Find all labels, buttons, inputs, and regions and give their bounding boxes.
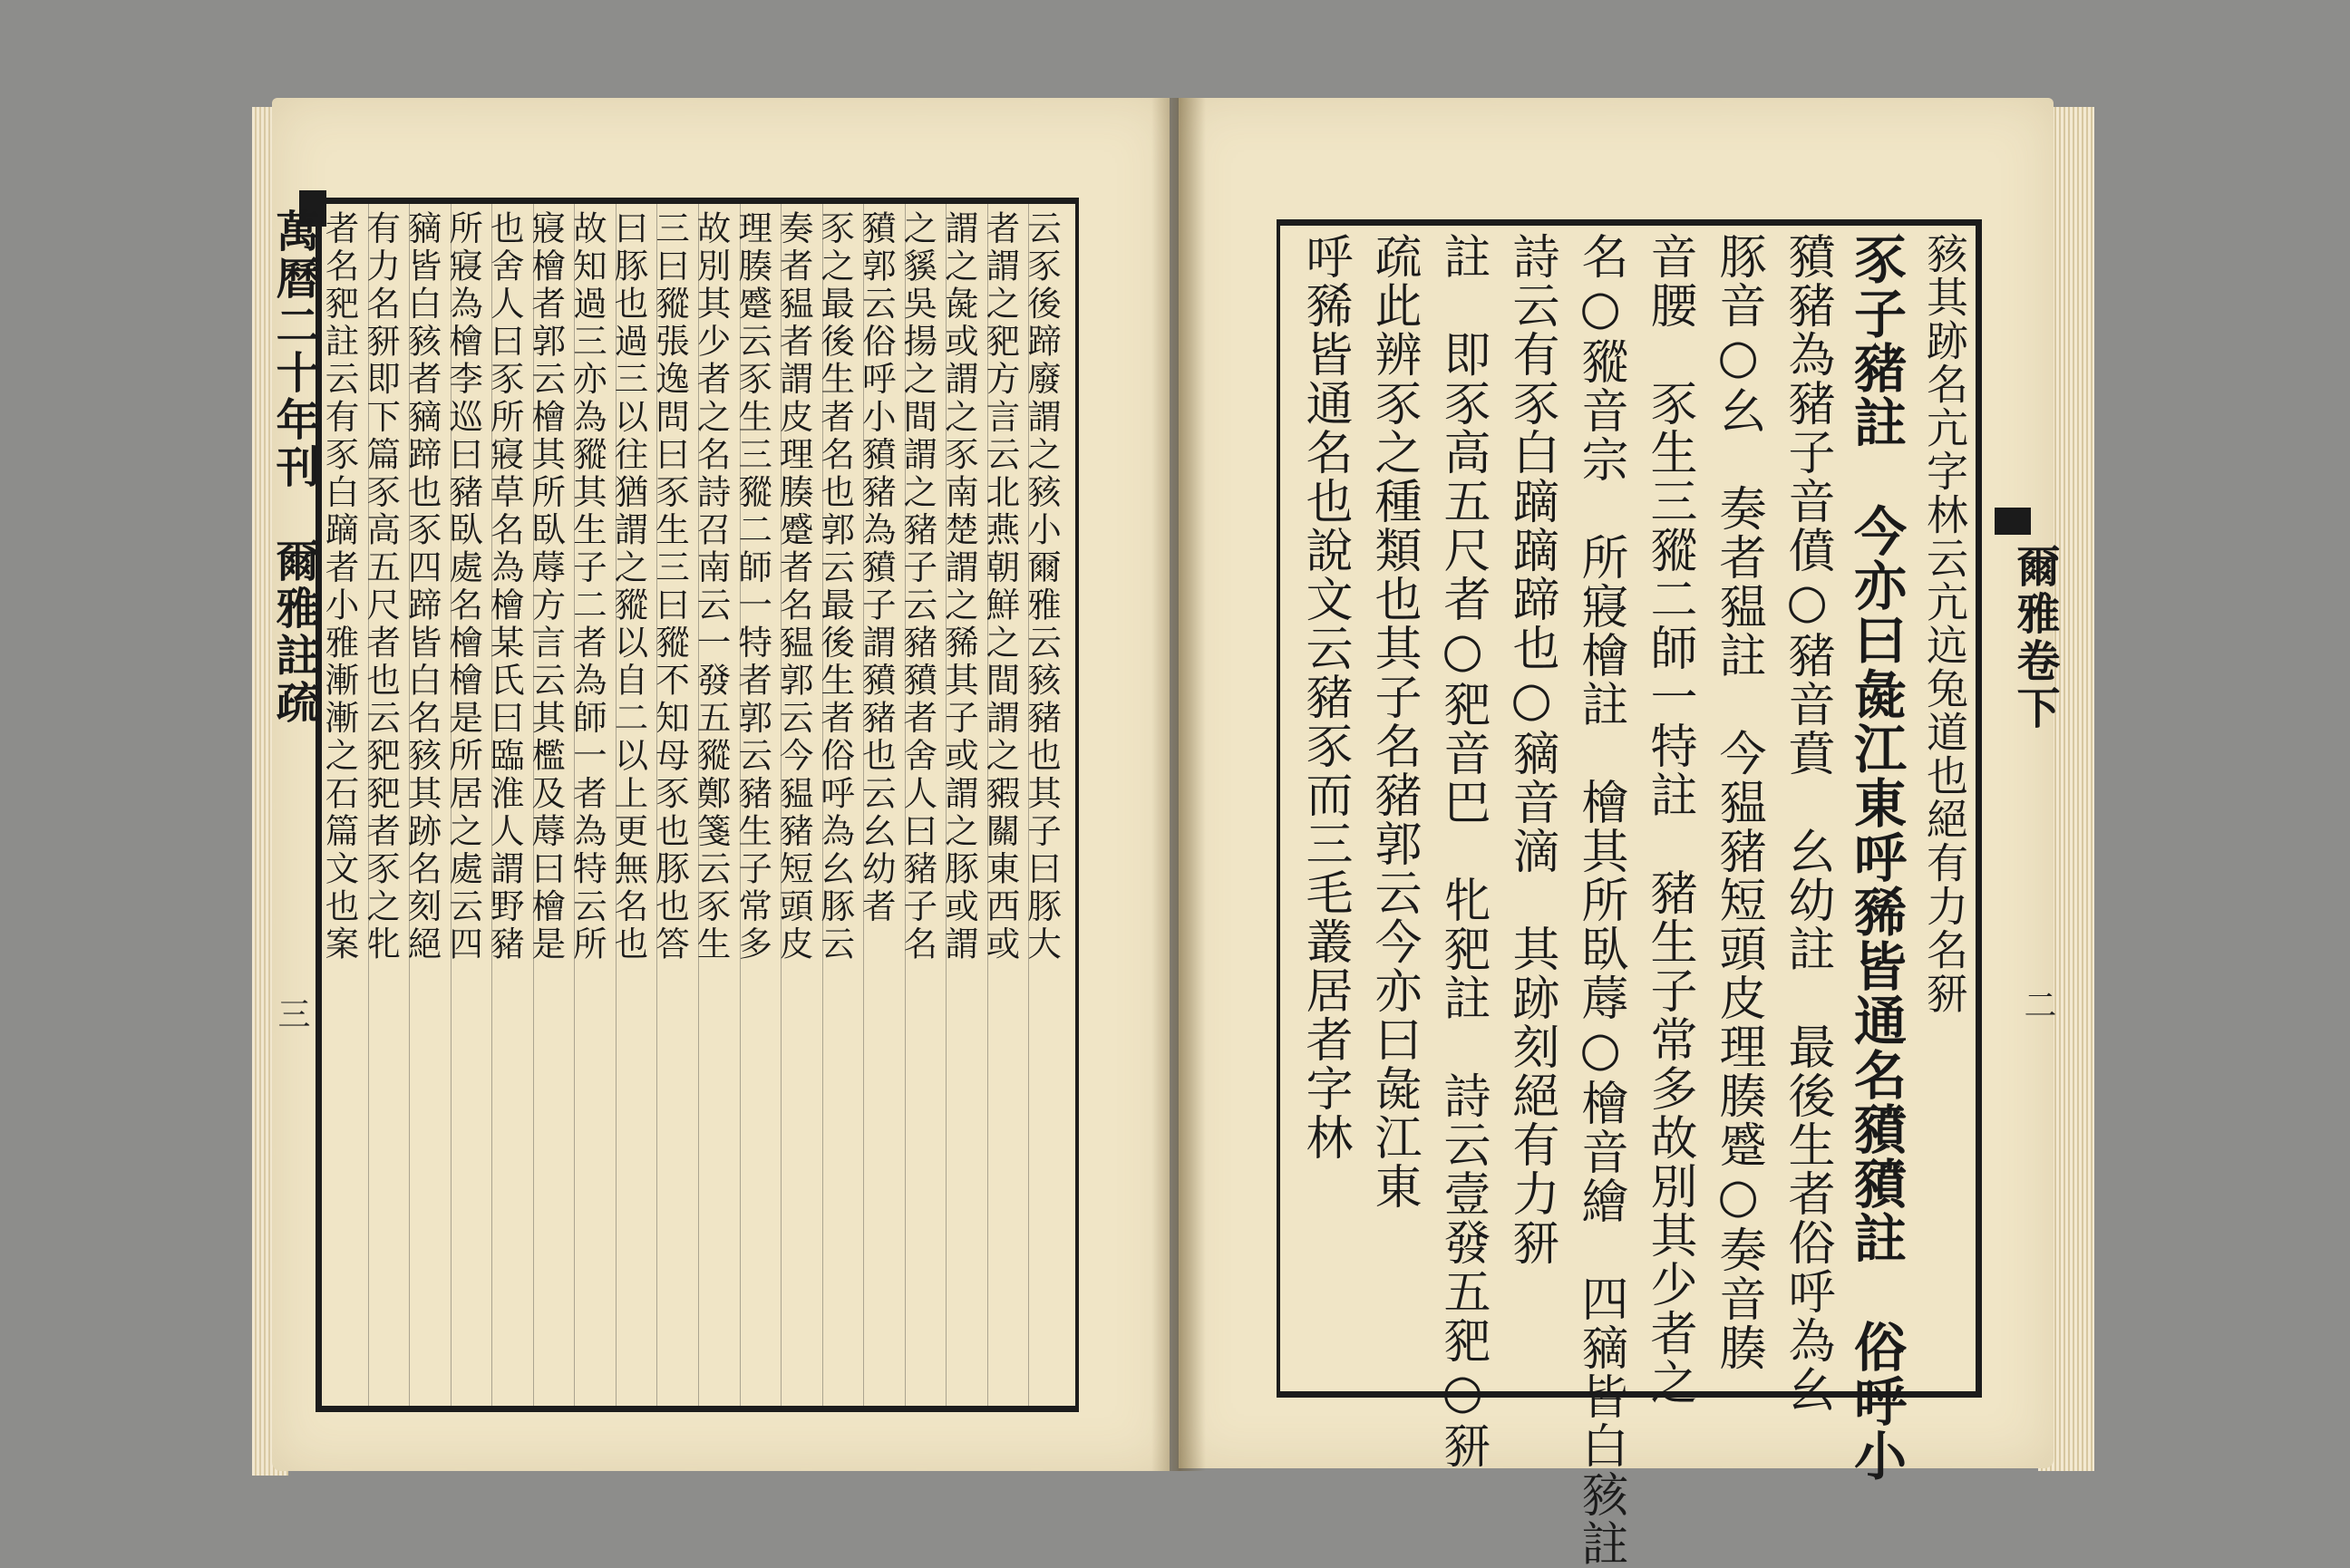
- book-gutter: [1151, 98, 1206, 1471]
- left-text-column: 謂之彘或謂之豕南楚謂之豨其子或謂之豚或謂: [938, 210, 979, 963]
- right-margin-title: 爾雅卷下: [2009, 544, 2060, 732]
- right-text-column: 音腰 豕生三豵二師一特註 豬生子常多故別其少者之: [1642, 232, 1696, 1407]
- left-text-column: 豶郭云俗呼小豶豬為豶子謂豶豬也云幺幼者: [856, 210, 897, 926]
- left-text-column: 曰豚也過三以往猶謂之豵以自二以上更無名也: [608, 210, 649, 963]
- right-text-column: 豥其跡名亢字林云亢迒兔道也絕有力名豜: [1920, 232, 1969, 1015]
- right-text-column: 豕子豬註 今亦曰彘江東呼豨皆通名豶豶註 俗呼小: [1845, 232, 1907, 1483]
- left-text-column: 所寢為檜李巡曰豬臥處名檜檜是所居之處云四: [443, 210, 484, 963]
- left-folio: 三: [273, 997, 310, 1030]
- left-text-column: 有力名豜即下篇豕高五尺者也云豝豝者豕之牝: [361, 210, 402, 963]
- right-text-column: 豶豬為豬子音僨○豬音賁 幺幼註 最後生者俗呼為幺: [1780, 232, 1834, 1414]
- column-rule: [616, 204, 617, 1406]
- right-text-column: 疏此辨豕之種類也其子名豬郭云今亦曰彘江東: [1366, 232, 1421, 1211]
- left-text-column: 者謂之豝方言云北燕朝鮮之間謂之豭關東西或: [980, 210, 1021, 963]
- right-text-column: 註 即豕高五尺者○豝音巴 牝豝註 詩云壹發五豝○豜: [1435, 232, 1490, 1470]
- column-rule: [781, 204, 782, 1406]
- left-text-column: 奏者豱者謂皮理腠蹙者名豱郭云今豱豬短頭皮: [773, 210, 814, 963]
- left-text-column: 故知過三亦為豵其生子二者為師一者為特云所: [567, 210, 607, 963]
- left-text-column: 也舍人曰豕所寢草名為檜某氏曰臨淮人謂野豬: [484, 210, 525, 963]
- column-rule: [368, 204, 369, 1406]
- column-rule: [533, 204, 534, 1406]
- left-text-column: 豕之最後生者名也郭云最後生者俗呼為幺豚云: [815, 210, 856, 963]
- left-text-column: 寢檜者郭云檜其所臥蓐方言云其檻及蓐曰檜是: [526, 210, 567, 963]
- column-rule: [740, 204, 741, 1406]
- column-rule: [574, 204, 575, 1406]
- left-text-column: 理腠蹙云豕生三豵二師一特者郭云豬生子常多: [733, 210, 773, 963]
- left-text-column: 豴皆白豥者豴蹄也豕四蹄皆白名豥其跡名刻絕: [402, 210, 442, 963]
- column-rule: [987, 204, 988, 1406]
- right-text-column: 名○豵音宗 所寢檜註 檜其所臥蓐○檜音繪 四豴皆白豥註: [1573, 232, 1627, 1568]
- column-rule: [863, 204, 864, 1406]
- left-text-column: 云豕後蹄廢謂之豥小爾雅云豥豬也其子曰豚大: [1021, 210, 1062, 963]
- column-rule: [409, 204, 410, 1406]
- left-text-column: 之貕吳揚之間謂之豬子云豬豶者舍人曰豬子名: [898, 210, 938, 963]
- column-rule: [1028, 204, 1029, 1406]
- right-text-column: 豚音○幺 奏者豱註 今豱豬短頭皮理腠蹙○奏音腠: [1711, 232, 1765, 1372]
- left-text-column: 故別其少者之名詩召南云一發五豵鄭箋云豕生: [691, 210, 732, 963]
- left-margin-title: 萬曆二十年刊 爾雅註疏: [268, 208, 319, 727]
- column-rule: [946, 204, 947, 1406]
- column-rule: [491, 204, 492, 1406]
- column-rule: [905, 204, 906, 1406]
- right-text-column: 詩云有豕白蹢蹢蹄也○豴音滴 其跡刻絕有力豜: [1504, 232, 1559, 1267]
- column-rule: [656, 204, 657, 1406]
- left-text-column: 者名豝註云有豕白蹢者小雅漸漸之石篇文也案: [319, 210, 360, 963]
- column-rule: [451, 204, 452, 1406]
- fishtail-mark-right: [1995, 508, 2031, 535]
- left-text-column: 三曰豵張逸問曰豕生三曰豵不知母豕也豚也答: [649, 210, 690, 963]
- column-rule: [698, 204, 699, 1406]
- column-rule: [822, 204, 823, 1406]
- right-folio: 二: [2019, 988, 2056, 1021]
- right-text-column: 呼豨皆通名也說文云豬豕而三毛叢居者字林: [1297, 232, 1352, 1162]
